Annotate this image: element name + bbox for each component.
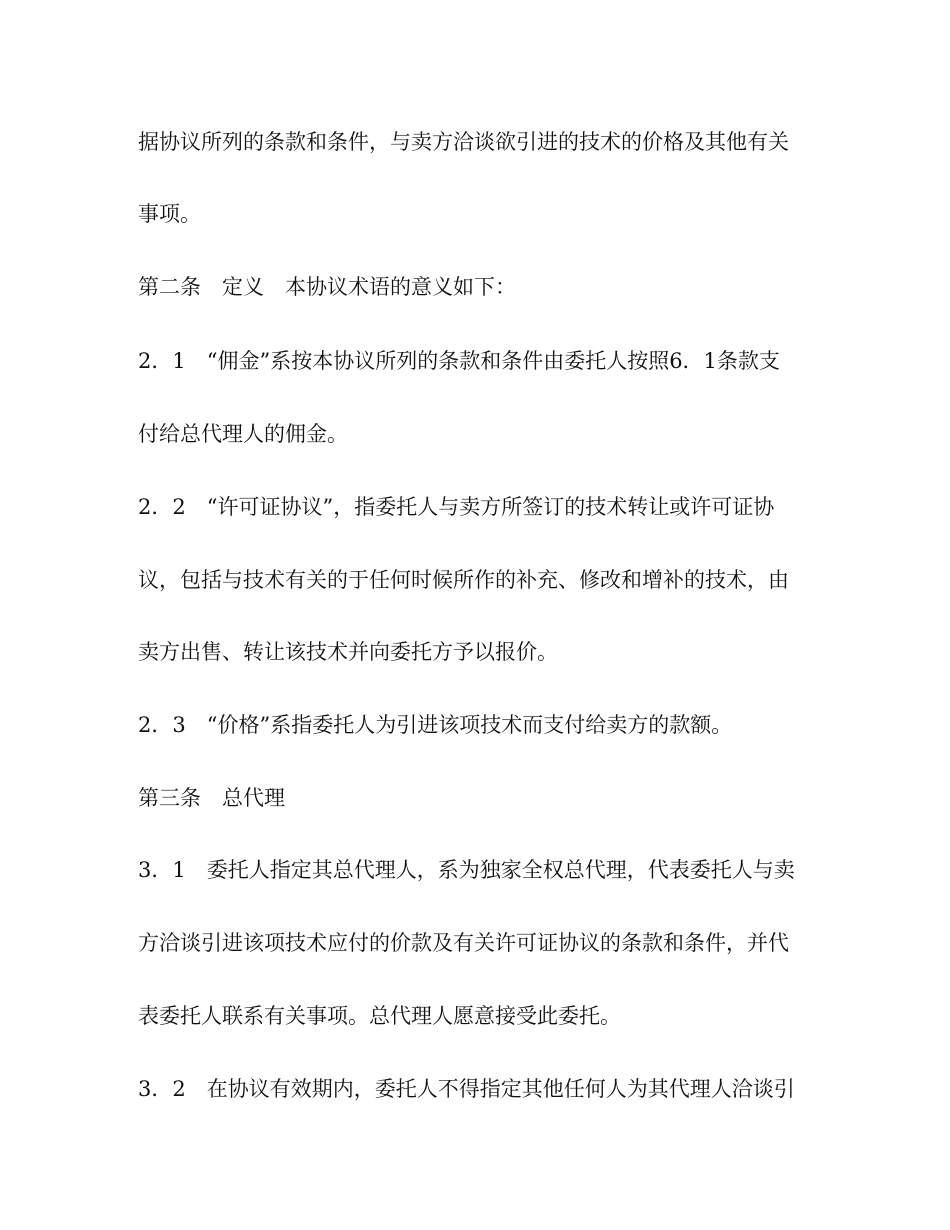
- text-line: 2．2 “许可证协议”，指委托人与卖方所签订的技术转让或许可证协: [138, 495, 775, 519]
- text-line: 3．1 委托人指定其总代理人，系为独家全权总代理，代表委托人与卖: [138, 858, 795, 882]
- text-line: 卖方出售、转让该技术并向委托方予以报价。: [138, 640, 558, 664]
- text-line: 付给总代理人的佣金。: [138, 422, 348, 446]
- text-line: 方洽谈引进该项技术应付的价款及有关许可证协议的条款和条件，并代: [138, 931, 789, 955]
- section-heading: 第三条 总代理: [138, 786, 285, 810]
- text-line: 3．2 在协议有效期内，委托人不得指定其他任何人为其代理人洽谈引: [138, 1077, 795, 1101]
- text-line: 2．1 “佣金”系按本协议所列的条款和条件由委托人按照6．1条款支: [138, 349, 780, 373]
- text-line: 事项。: [138, 202, 201, 226]
- text-line: 2．3 “价格”系指委托人为引进该项技术而支付给卖方的款额。: [138, 713, 733, 737]
- text-line: 议，包括与技术有关的于任何时候所作的补充、修改和增补的技术，由: [138, 568, 789, 592]
- text-line: 据协议所列的条款和条件，与卖方洽谈欲引进的技术的价格及其他有关: [138, 130, 789, 154]
- text-line: 表委托人联系有关事项。总代理人愿意接受此委托。: [138, 1004, 621, 1028]
- section-heading: 第二条 定义 本协议术语的意义如下：: [138, 275, 516, 299]
